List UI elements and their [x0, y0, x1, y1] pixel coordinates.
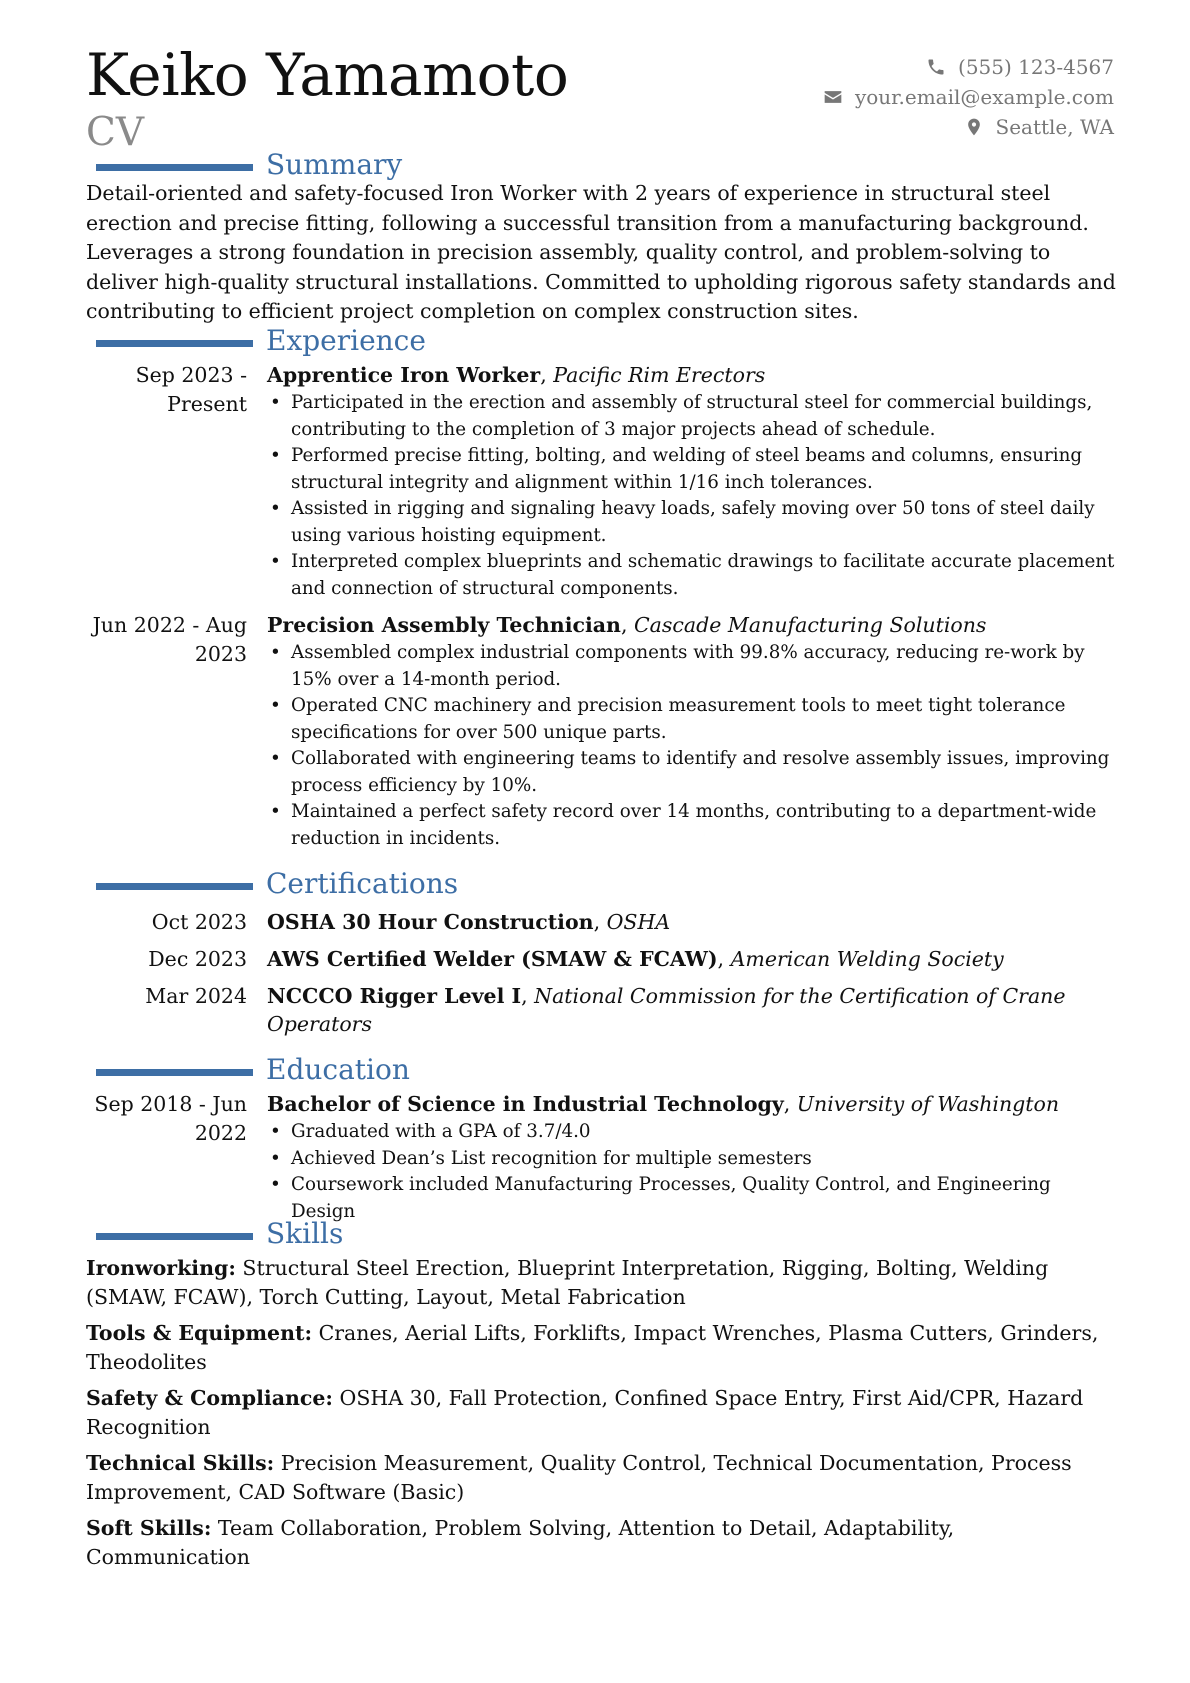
section-bar [96, 883, 253, 890]
bullet-item: • Interpreted complex blueprints and schematic drawings to facilitate accurate placement and connection of structural components. [267, 549, 1116, 602]
cert-org: National Commission for the Certification of Crane Operators [267, 984, 1066, 1036]
skill-value: Cranes, Aerial Lifts, Forklifts, Impact Wrenches, Plasma Cutters, Grinders, Theodolites [86, 1321, 1099, 1374]
experience-heading [86, 325, 1116, 361]
entry-body [267, 611, 1116, 852]
entry-title: OSHA 30 Hour Construction, OSHA [267, 910, 671, 934]
entry-date: Dec 2023 [148, 947, 247, 971]
entry-org: Cascade Manufacturing Solutions [634, 613, 987, 637]
entry-bullets [267, 1119, 1116, 1225]
entry-title: Precision Assembly Technician, Cascade Manufacturing Solutions [267, 613, 987, 637]
entry-org: University of Washington [796, 1092, 1060, 1116]
certifications-heading [86, 868, 1116, 904]
experience-section [86, 325, 1116, 852]
entry-degree: Bachelor of Science in Industrial Technology [267, 1092, 784, 1116]
entry-role: Apprentice Iron Worker [267, 363, 541, 387]
phone-text: (555) 123-4567 [958, 55, 1114, 79]
skill-row [86, 1449, 1116, 1507]
entry-title: Apprentice Iron Worker, Pacific Rim Erectors [267, 363, 766, 387]
certification-entry [86, 941, 1116, 978]
cert-name: OSHA 30 Hour Construction [267, 910, 594, 934]
map-pin-icon [964, 117, 984, 137]
experience-entry [86, 611, 1116, 852]
contact-block [823, 52, 1114, 142]
skill-row [86, 1319, 1116, 1377]
education-entry [86, 1090, 1116, 1225]
skill-label: Safety & Compliance: [86, 1386, 333, 1410]
section-bar [96, 340, 253, 347]
skill-value: Precision Measurement, Quality Control, Technical Documentation, Process Improvement, CAD Software (Basic) [86, 1451, 1072, 1504]
bullet-item: • Participated in the erection and assembly of structural steel for commercial buildings, contributing to the completion of 3 major projects ahead of schedule. [267, 390, 1116, 443]
skill-label: Soft Skills: [86, 1516, 212, 1540]
section-title: Summary [266, 148, 403, 181]
section-bar [96, 1233, 253, 1240]
skill-label: Technical Skills: [86, 1451, 275, 1475]
bullet-item: • Assisted in rigging and signaling heavy loads, safely moving over 50 tons of steel daily using various hoisting equipment. [267, 496, 1116, 549]
section-title: Certifications [266, 867, 459, 900]
section-title: Experience [266, 324, 426, 357]
bullet-item: • Graduated with a GPA of 3.7/4.0 [267, 1119, 1116, 1146]
bullet-item: • Assembled complex industrial components with 99.8% accuracy, reducing re-work by 15% over a 14-month period. [267, 640, 1116, 693]
skills-heading [86, 1218, 1116, 1254]
email-text[interactable]: your.email@example.com [854, 85, 1114, 109]
phone-icon [926, 57, 946, 77]
entry-date: Jun 2022 - Aug 2023 [92, 613, 247, 666]
skill-label: Tools & Equipment: [86, 1321, 313, 1345]
contact-email [823, 82, 1114, 112]
cert-org: American Welding Society [730, 947, 1004, 971]
skill-row [86, 1514, 1116, 1572]
section-bar [96, 164, 253, 171]
skill-label: Ironworking: [86, 1256, 236, 1280]
certification-entry [86, 978, 1116, 1038]
envelope-icon [823, 87, 843, 107]
skill-value: Structural Steel Erection, Blueprint Interpretation, Rigging, Bolting, Welding (SMAW, FCAW), Torch Cutting, Layout, Metal Fabrication [86, 1256, 1049, 1309]
skill-row [86, 1254, 1116, 1312]
summary-text: Detail-oriented and safety-focused Iron Worker with 2 years of experience in structural steel erection and precise fitting, following a successful transition from a manufacturing background. Leverages a strong foundation in precision assembly, quality control, and problem-solving to deliver high-quality structural installations. Committed to upholding rigorous safety standards and contributing to efficient project completion on complex construction sites. [86, 181, 1116, 323]
entry-title: NCCCO Rigger Level I, National Commission for the Certification of Crane Operators [267, 984, 1066, 1036]
bullet-item: • Achieved Dean’s List recognition for multiple semesters [267, 1146, 1116, 1173]
bullet-item: • Performed precise fitting, bolting, and welding of steel beams and columns, ensuring structural integrity and alignment within 1/16 inch tolerances. [267, 443, 1116, 496]
section-title: Skills [266, 1217, 344, 1250]
skill-row [86, 1384, 1116, 1442]
certifications-section [86, 868, 1116, 1038]
entry-date: Mar 2024 [145, 984, 247, 1008]
experience-entry [86, 361, 1116, 602]
section-bar [96, 1069, 253, 1076]
entry-bullets [267, 640, 1116, 852]
location-text: Seattle, WA [995, 115, 1114, 139]
entry-date: Sep 2023 - Present [135, 363, 247, 416]
cert-org: OSHA [606, 910, 671, 934]
bullet-item: • Operated CNC machinery and precision measurement tools to meet tight tolerance specifications for over 500 unique parts. [267, 693, 1116, 746]
contact-phone [823, 52, 1114, 82]
document-subtitle: CV [86, 110, 145, 155]
certification-entry [86, 904, 1116, 941]
section-title: Education [266, 1053, 410, 1086]
education-section [86, 1054, 1116, 1225]
contact-location [823, 112, 1114, 142]
summary-heading [86, 149, 1116, 185]
entry-title: Bachelor of Science in Industrial Technology, University of Washington [267, 1092, 1060, 1116]
education-heading [86, 1054, 1116, 1090]
cert-name: AWS Certified Welder (SMAW & FCAW) [267, 947, 718, 971]
bullet-item: • Collaborated with engineering teams to identify and resolve assembly issues, improving process efficiency by 10%. [267, 746, 1116, 799]
entry-body [267, 1090, 1116, 1225]
bullet-item: • Maintained a perfect safety record over 14 months, contributing to a department-wide reduction in incidents. [267, 799, 1116, 852]
skill-value: OSHA 30, Fall Protection, Confined Space Entry, First Aid/CPR, Hazard Recognition [86, 1386, 1084, 1439]
bullet-item: • Coursework included Manufacturing Processes, Quality Control, and Engineering Design [267, 1172, 1116, 1225]
entry-body [267, 361, 1116, 602]
cert-name: NCCCO Rigger Level I [267, 984, 522, 1008]
entry-org: Pacific Rim Erectors [553, 363, 766, 387]
entry-role: Precision Assembly Technician [267, 613, 621, 637]
entry-date: Oct 2023 [151, 910, 247, 934]
candidate-name: Keiko Yamamoto [86, 41, 569, 109]
entry-date: Sep 2018 - Jun 2022 [94, 1092, 247, 1145]
summary-section [86, 149, 1116, 327]
entry-bullets [267, 390, 1116, 602]
skill-value: Team Collaboration, Problem Solving, Attention to Detail, Adaptability, Communication [86, 1516, 955, 1569]
skills-section [86, 1218, 1116, 1579]
entry-title: AWS Certified Welder (SMAW & FCAW), American Welding Society [267, 947, 1004, 971]
